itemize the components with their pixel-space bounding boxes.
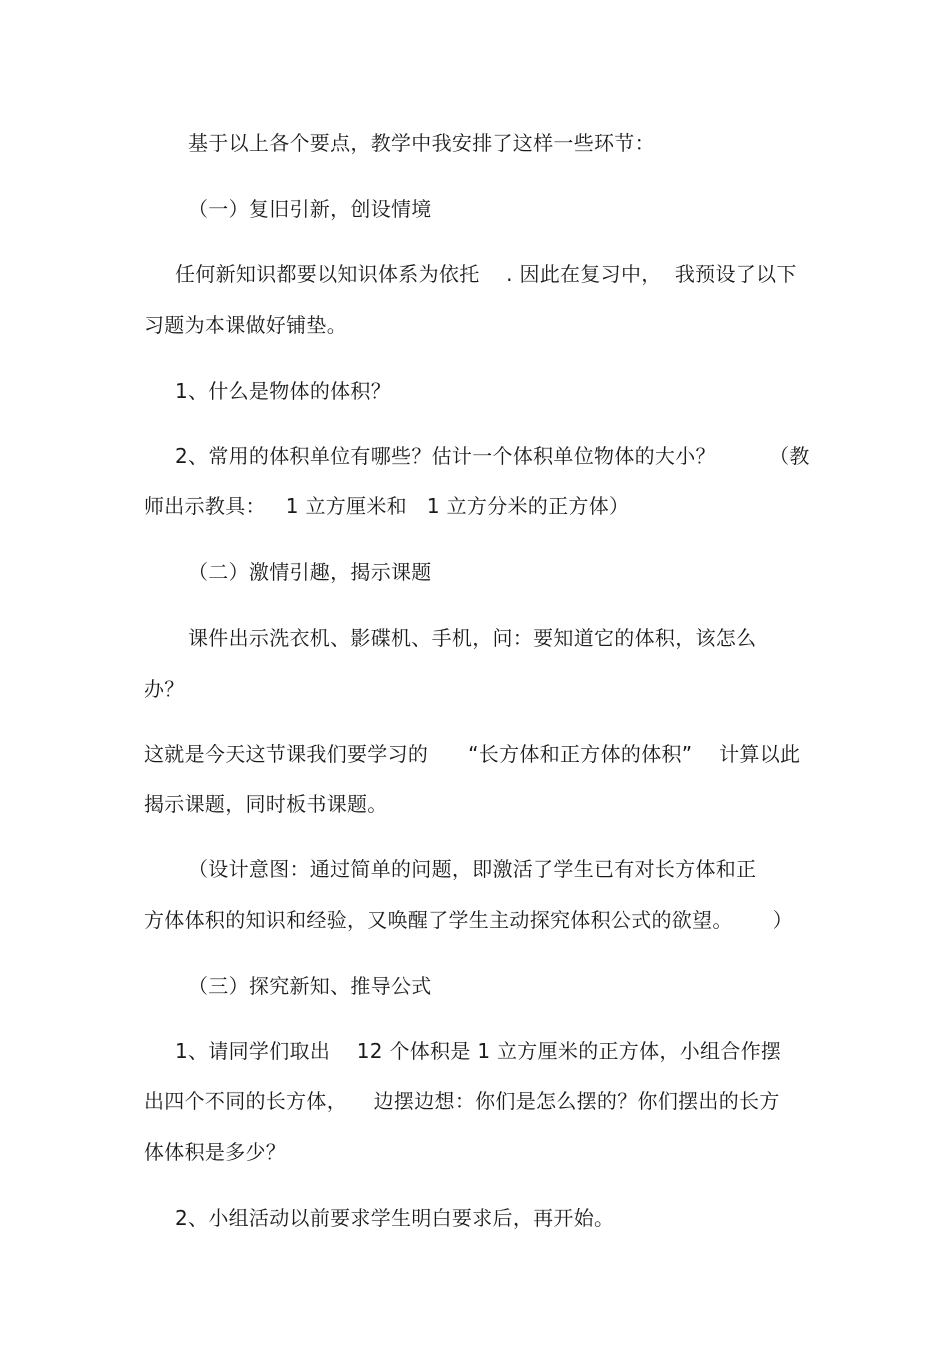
list-item: 2、常用的体积单位有哪些？估计一个体积单位物体的大小？ （教: [175, 444, 810, 468]
paragraph-line: 课件出示洗衣机、影碟机、手机，问：要知道它的体积，该怎么: [188, 626, 757, 650]
design-intent-note: 方体体积的知识和经验，又唤醒了学生主动探究体积公式的欲望。 ）: [144, 908, 793, 932]
section-heading-1: （一）复旧引新，创设情境: [188, 197, 432, 221]
design-intent-note: （设计意图：通过简单的问题，即激活了学生已有对长方体和正: [188, 857, 757, 881]
paragraph-line: 这就是今天这节课我们要学习的 “长方体和正方体的体积” 计算以此: [144, 742, 801, 766]
paragraph-line: 师出示教具： 1 立方厘米和 1 立方分米的正方体）: [144, 494, 630, 518]
paragraph-line: 任何新知识都要以知识体系为依托 . 因此在复习中， 我预设了以下: [175, 262, 797, 286]
paragraph-intro: 基于以上各个要点，教学中我安排了这样一些环节：: [188, 131, 655, 155]
paragraph-line: 办？: [144, 677, 185, 701]
paragraph-line: 习题为本课做好铺垫。: [144, 313, 347, 337]
paragraph-line: 揭示课题，同时板书课题。: [144, 792, 388, 816]
section-heading-2: （二）激情引趣，揭示课题: [188, 560, 432, 584]
paragraph-line: 体体积是多少？: [144, 1140, 287, 1164]
list-item: 1、什么是物体的体积？: [175, 379, 392, 403]
section-heading-3: （三）探究新知、推导公式: [188, 974, 432, 998]
paragraph-line: 出四个不同的长方体， 边摆边想：你们是怎么摆的？你们摆出的长方: [144, 1089, 780, 1113]
list-item: 2、小组活动以前要求学生明白要求后，再开始。: [175, 1206, 615, 1230]
list-item: 1、请同学们取出 12 个体积是 1 立方厘米的正方体，小组合作摆: [175, 1039, 782, 1063]
